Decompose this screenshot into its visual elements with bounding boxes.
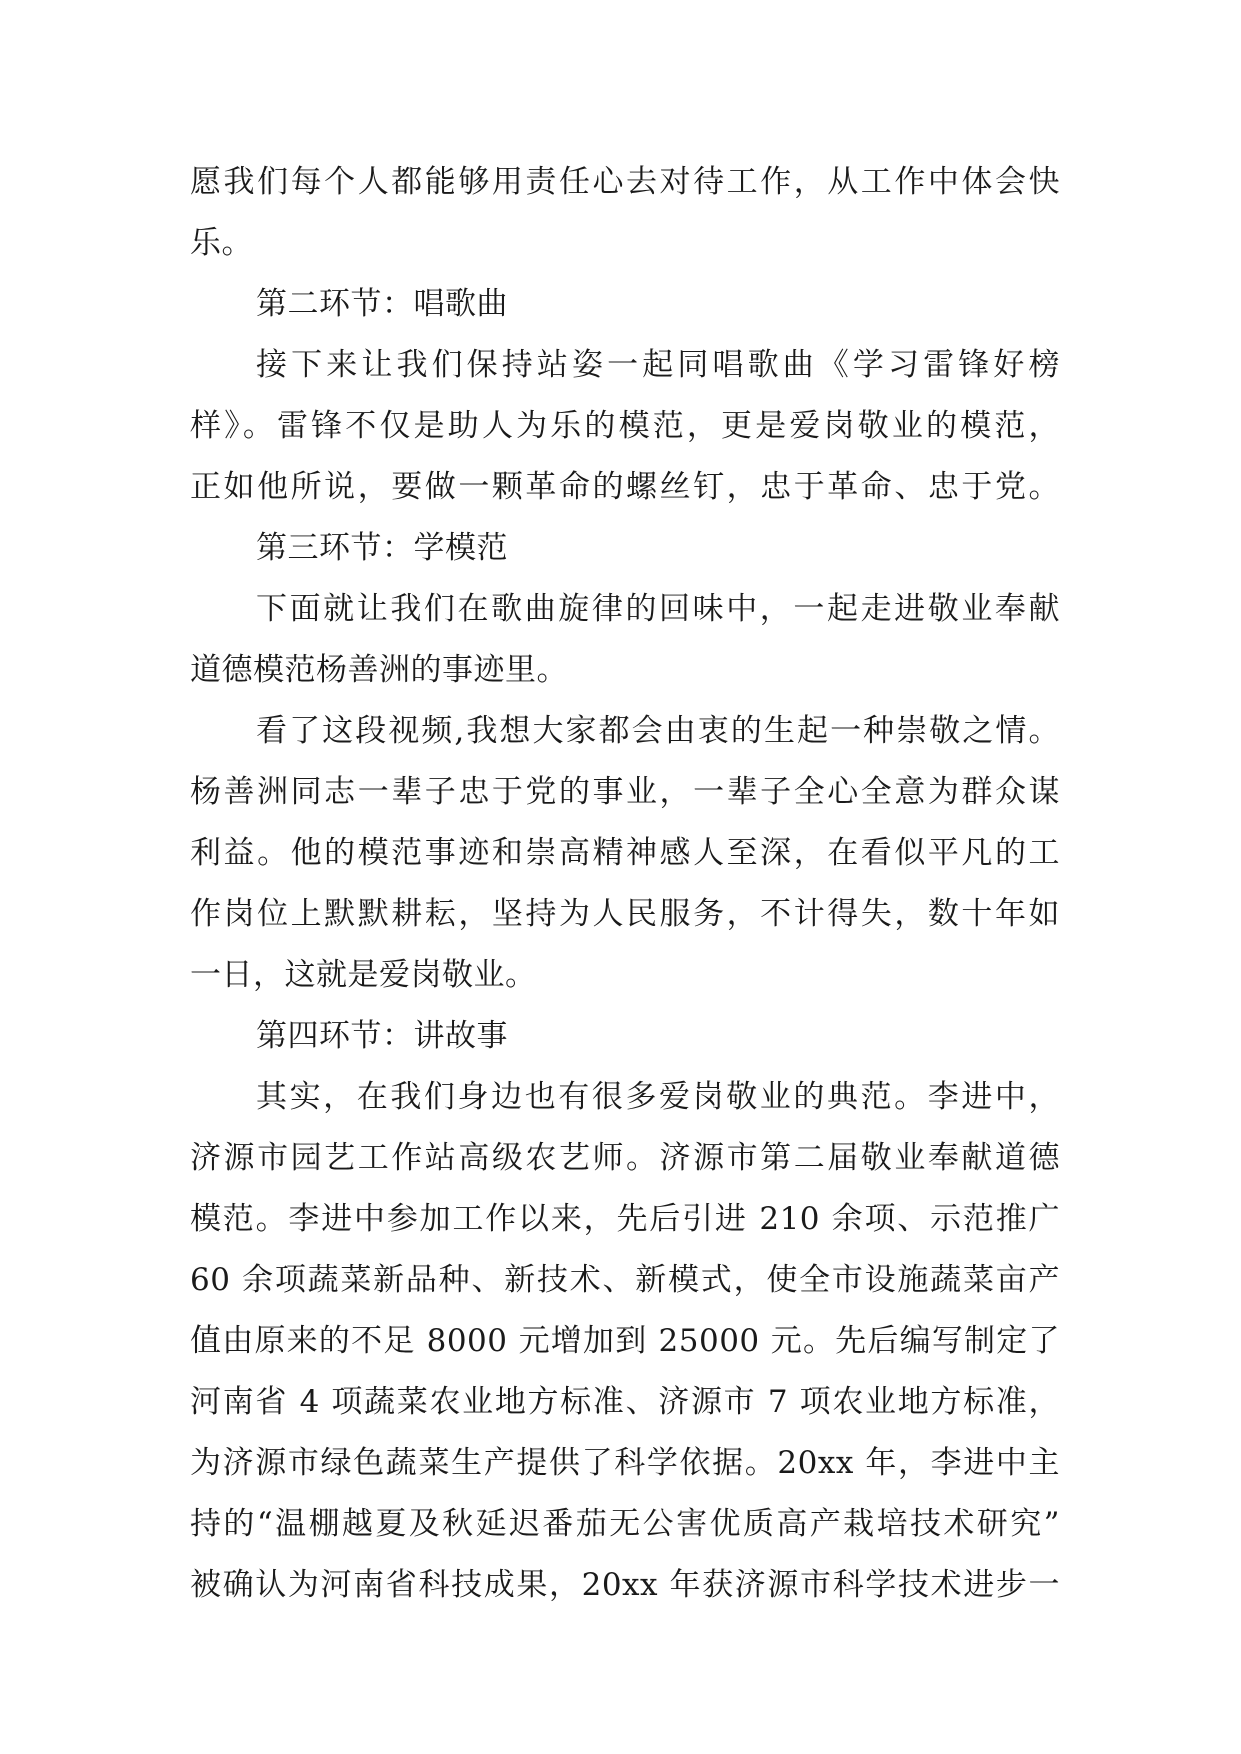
- text-line: 为济源市绿色蔬菜生产提供了科学依据。20xx 年，李进中主: [190, 1445, 1060, 1481]
- text-line: 样》。雷锋不仅是助人为乐的模范，更是爱岗敬业的模范，: [190, 408, 1060, 444]
- text-line: 作岗位上默默耕耘，坚持为人民服务，不计得失，数十年如: [190, 896, 1060, 932]
- text-line: 乐。: [190, 225, 253, 261]
- text-line: 第四环节：讲故事: [256, 1018, 508, 1054]
- text-line: 道德模范杨善洲的事迹里。: [190, 652, 568, 688]
- text-line: 看了这段视频,我想大家都会由衷的生起一种崇敬之情。: [256, 713, 1060, 749]
- text-line: 杨善洲同志一辈子忠于党的事业，一辈子全心全意为群众谋: [190, 774, 1060, 810]
- text-line: 第三环节：学模范: [256, 530, 508, 566]
- text-line: 持的“温棚越夏及秋延迟番茄无公害优质高产栽培技术研究”: [190, 1506, 1060, 1542]
- text-line: 值由原来的不足 8000 元增加到 25000 元。先后编写制定了: [190, 1323, 1060, 1359]
- text-line: 河南省 4 项蔬菜农业地方标准、济源市 7 项农业地方标准，: [190, 1384, 1060, 1420]
- text-line: 第二环节：唱歌曲: [256, 286, 508, 322]
- text-line: 接下来让我们保持站姿一起同唱歌曲《学习雷锋好榜: [256, 347, 1060, 383]
- text-line: 其实，在我们身边也有很多爱岗敬业的典范。李进中，: [256, 1079, 1060, 1115]
- text-line: 一日，这就是爱岗敬业。: [190, 957, 537, 993]
- text-line: 60 余项蔬菜新品种、新技术、新模式，使全市设施蔬菜亩产: [190, 1262, 1060, 1298]
- text-line: 愿我们每个人都能够用责任心去对待工作，从工作中体会快: [190, 164, 1060, 200]
- text-line: 模范。李进中参加工作以来，先后引进 210 余项、示范推广: [190, 1201, 1060, 1237]
- text-line: 正如他所说，要做一颗革命的螺丝钉，忠于革命、忠于党。: [190, 469, 1060, 505]
- document-page: [190, 152, 1060, 1616]
- text-line: 利益。他的模范事迹和崇高精神感人至深，在看似平凡的工: [190, 835, 1060, 871]
- text-line: 济源市园艺工作站高级农艺师。济源市第二届敬业奉献道德: [190, 1140, 1060, 1176]
- text-line: 下面就让我们在歌曲旋律的回味中，一起走进敬业奉献: [256, 591, 1060, 627]
- text-line: 被确认为河南省科技成果，20xx 年获济源市科学技术进步一: [190, 1567, 1060, 1603]
